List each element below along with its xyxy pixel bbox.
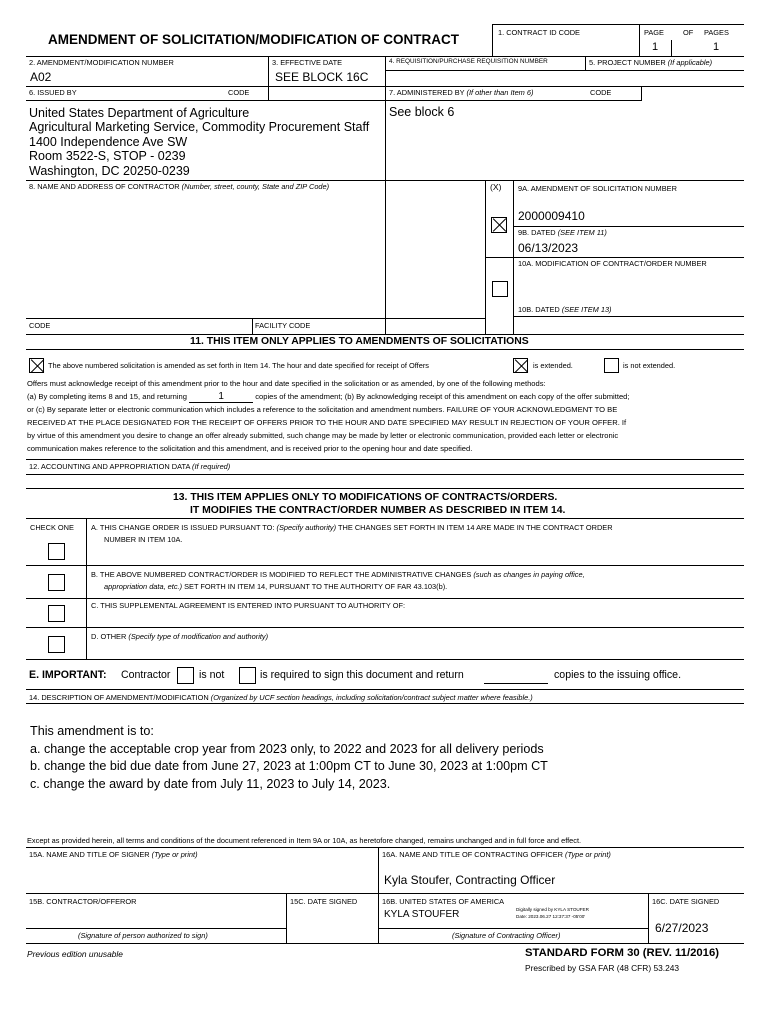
admin-changes-checkbox[interactable] — [48, 574, 65, 591]
amendment-checkbox-checked[interactable] — [491, 217, 507, 233]
amendment-number-value[interactable]: A02 — [30, 70, 52, 84]
item13b-line2: appropriation data, etc.) SET FORTH IN ITEM 14, PURSUANT TO THE AUTHORITY OF FAR 43.103(b). — [104, 582, 448, 591]
modification-checkbox[interactable] — [492, 281, 508, 297]
amended-checkbox-checked[interactable] — [29, 358, 44, 373]
address-line: United States Department of Agriculture — [29, 106, 250, 120]
amendment-number-label: 2. AMENDMENT/MODIFICATION NUMBER — [29, 58, 174, 67]
pages-label: PAGES — [704, 28, 729, 37]
page-label: PAGE — [644, 28, 664, 37]
supplemental-agreement-checkbox[interactable] — [48, 605, 65, 622]
description-line: b. change the bid due date from June 27, 2023 at 1:00pm CT to June 30, 2023 at 1:00pm CT — [30, 759, 548, 774]
address-line: 1400 Independence Ave SW — [29, 134, 188, 149]
signer-name-signature: KYLA STOUFER — [384, 909, 460, 920]
administered-by-code-label: CODE — [590, 88, 612, 97]
contractor-text: Contractor — [121, 669, 171, 681]
form-number: STANDARD FORM 30 (REV. 11/2016) — [525, 947, 719, 959]
extended-label: is extended. — [533, 361, 573, 370]
item13a-line1: A. THIS CHANGE ORDER IS ISSUED PURSUANT TO: (Specify authority) THE CHANGES SET FORTH IN ITEM 14 ARE MADE IN THE CONTRACT ORDER — [91, 523, 613, 532]
not-extended-label: is not extended. — [623, 361, 676, 370]
contractor-date-signed-label: 15C. DATE SIGNED — [290, 897, 358, 906]
administered-by-value[interactable]: See block 6 — [389, 105, 455, 119]
item13c-line: C. THIS SUPPLEMENTAL AGREEMENT IS ENTERED INTO PURSUANT TO AUTHORITY OF: — [91, 601, 406, 610]
digital-sign-line2: Date: 2023.06.27 12:37:37 -05'00' — [516, 914, 586, 919]
address-line: Room 3522-S, STOP - 0239 — [29, 149, 186, 164]
item13a-line2: NUMBER IN ITEM 10A. — [104, 535, 183, 544]
dated-9b-label: 9B. DATED (SEE ITEM 11) — [518, 228, 607, 237]
effective-date-value[interactable]: SEE BLOCK 16C — [275, 70, 369, 84]
requisition-number-label: 4. REQUISITION/PURCHASE REQUISITION NUMBER — [389, 58, 548, 65]
description-body[interactable] — [30, 723, 548, 793]
issued-by-label: 6. ISSUED BY — [29, 88, 77, 97]
copies-count-field[interactable] — [484, 683, 548, 684]
accounting-data-label: 12. ACCOUNTING AND APPROPRIATION DATA (If required) — [29, 462, 231, 471]
description-label: 14. DESCRIPTION OF AMENDMENT/MODIFICATION (Organized by UCF section headings, including solicitation/contract subject matter where feasible.) — [29, 693, 533, 702]
project-number-label: 5. PROJECT NUMBER (If applicable) — [589, 58, 713, 67]
signature-officer-caption: (Signature of Contracting Officer) — [452, 931, 561, 940]
issued-by-address[interactable] — [29, 106, 369, 178]
description-line: c. change the award by date from July 11, 2023 to July 14, 2023. — [30, 776, 391, 791]
is-not-text: is not — [199, 669, 225, 681]
modification-contract-number-label: 10A. MODIFICATION OF CONTRACT/ORDER NUMBER — [518, 259, 707, 268]
item11-para3: or (c) By separate letter or electronic communication which includes a reference to the solicitation and amendment numbers. FAILURE OF YOUR ACKNOWLEDGMENT TO BE — [27, 405, 618, 414]
contractor-address-label: 8. NAME AND ADDRESS OF CONTRACTOR (Number, street, county, State and ZIP Code) — [29, 182, 330, 191]
item11-para5: by virtue of this amendment you desire to change an offer already submitted, such change may be made by letter or electronic communication, provided each letter or electronic — [27, 431, 619, 440]
contract-id-code-label: 1. CONTRACT ID CODE — [498, 28, 580, 37]
signature-person-caption: (Signature of person authorized to sign) — [78, 931, 208, 940]
officer-date-signed-value[interactable]: 6/27/2023 — [655, 921, 709, 935]
x-column-label: (X) — [490, 182, 502, 192]
signer-name-label: 15A. NAME AND TITLE OF SIGNER (Type or print) — [29, 850, 198, 859]
is-not-checkbox[interactable] — [177, 667, 194, 684]
address-line: Agricultural Marketing Service, Commodity Procurement Staff — [29, 120, 370, 135]
item11-para4: RECEIVED AT THE PLACE DESIGNATED FOR THE RECEIPT OF OFFERS PRIOR TO THE HOUR AND DATE SPECIFIED MAY RESULT IN REJECTION OF YOUR OFFER. If — [27, 418, 627, 427]
description-line: a. change the acceptable crop year from 2023 only, to 2022 and 2023 for all delivery periods — [30, 741, 544, 756]
item11-para1: Offers must acknowledge receipt of this amendment prior to the hour and date specified in the solicitation or as amended, by one of the following methods: — [27, 379, 546, 388]
solicitation-number-value[interactable]: 2000009410 — [518, 209, 585, 223]
check-one-label: CHECK ONE — [30, 523, 74, 532]
contractor-code-label: CODE — [29, 321, 51, 330]
of-label: OF — [683, 28, 694, 37]
copies-returned-value: 1 — [189, 392, 253, 403]
not-extended-checkbox[interactable] — [604, 358, 619, 373]
extended-checkbox-checked[interactable] — [513, 358, 528, 373]
other-modification-checkbox[interactable] — [48, 636, 65, 653]
is-required-text: is required to sign this document and return — [260, 669, 464, 681]
previous-edition-text: Previous edition unusable — [27, 949, 123, 959]
address-line: Washington, DC 20250-0239 — [29, 163, 190, 178]
administered-by-label: 7. ADMINISTERED BY (If other than Item 6) — [389, 88, 534, 97]
amendment-solicitation-number-label: 9A. AMENDMENT OF SOLICITATION NUMBER — [518, 184, 677, 193]
issued-by-code-label: CODE — [228, 88, 250, 97]
officer-date-signed-label: 16C. DATE SIGNED — [652, 897, 720, 906]
except-provided-text: Except as provided herein, all terms and conditions of the document referenced in Item 9A or 10A, as heretofore changed, remains unchanged and in full force and effect. — [27, 836, 582, 845]
pages-value: 1 — [713, 41, 720, 53]
item11-para6: communication makes reference to the solicitation and this amendment, and is received prior to the opening hour and date specified. — [27, 444, 473, 453]
prescribed-by-text: Prescribed by GSA FAR (48 CFR) 53.243 — [525, 963, 680, 973]
item11-para2: (a) By completing items 8 and 15, and returning 1 copies of the amendment; (b) By acknowledging receipt of this amendment on each copy of the offer submitted; — [27, 391, 630, 402]
item11-line1: The above numbered solicitation is amended as set forth in Item 14. The hour and date specified for receipt of Offers — [48, 361, 429, 370]
dated-10b-label: 10B. DATED (SEE ITEM 13) — [518, 305, 612, 314]
form-title: AMENDMENT OF SOLICITATION/MODIFICATION OF CONTRACT — [48, 32, 459, 47]
item13-heading-1: 13. THIS ITEM APPLIES ONLY TO MODIFICATIONS OF CONTRACTS/ORDERS. — [173, 492, 558, 503]
dated-9b-value[interactable]: 06/13/2023 — [518, 241, 579, 255]
item11-heading: 11. THIS ITEM ONLY APPLIES TO AMENDMENTS OF SOLICITATIONS — [190, 336, 529, 347]
facility-code-label: FACILITY CODE — [255, 321, 311, 330]
effective-date-label: 3. EFFECTIVE DATE — [272, 58, 343, 67]
contracting-officer-name-value[interactable]: Kyla Stoufer, Contracting Officer — [384, 873, 556, 887]
change-order-checkbox[interactable] — [48, 543, 65, 560]
item13d-line: D. OTHER (Specify type of modification and authority) — [91, 632, 269, 641]
copies-to-text: copies to the issuing office. — [554, 669, 682, 681]
contracting-officer-name-label: 16A. NAME AND TITLE OF CONTRACTING OFFICER (Type or print) — [382, 850, 611, 859]
usa-label: 16B. UNITED STATES OF AMERICA — [382, 897, 505, 906]
page-value: 1 — [652, 41, 659, 53]
is-required-checkbox[interactable] — [239, 667, 256, 684]
contractor-offeror-label: 15B. CONTRACTOR/OFFEROR — [29, 897, 137, 906]
description-line: This amendment is to: — [30, 724, 154, 738]
item13-heading-2: IT MODIFIES THE CONTRACT/ORDER NUMBER AS DESCRIBED IN ITEM 14. — [190, 505, 566, 516]
digital-sign-line1: Digitally signed by KYLA STOUFER — [516, 907, 589, 912]
item13b-line1: B. THE ABOVE NUMBERED CONTRACT/ORDER IS MODIFIED TO REFLECT THE ADMINISTRATIVE CHANGES (such as changes in paying office, — [91, 570, 585, 579]
important-label: E. IMPORTANT: — [29, 669, 107, 681]
